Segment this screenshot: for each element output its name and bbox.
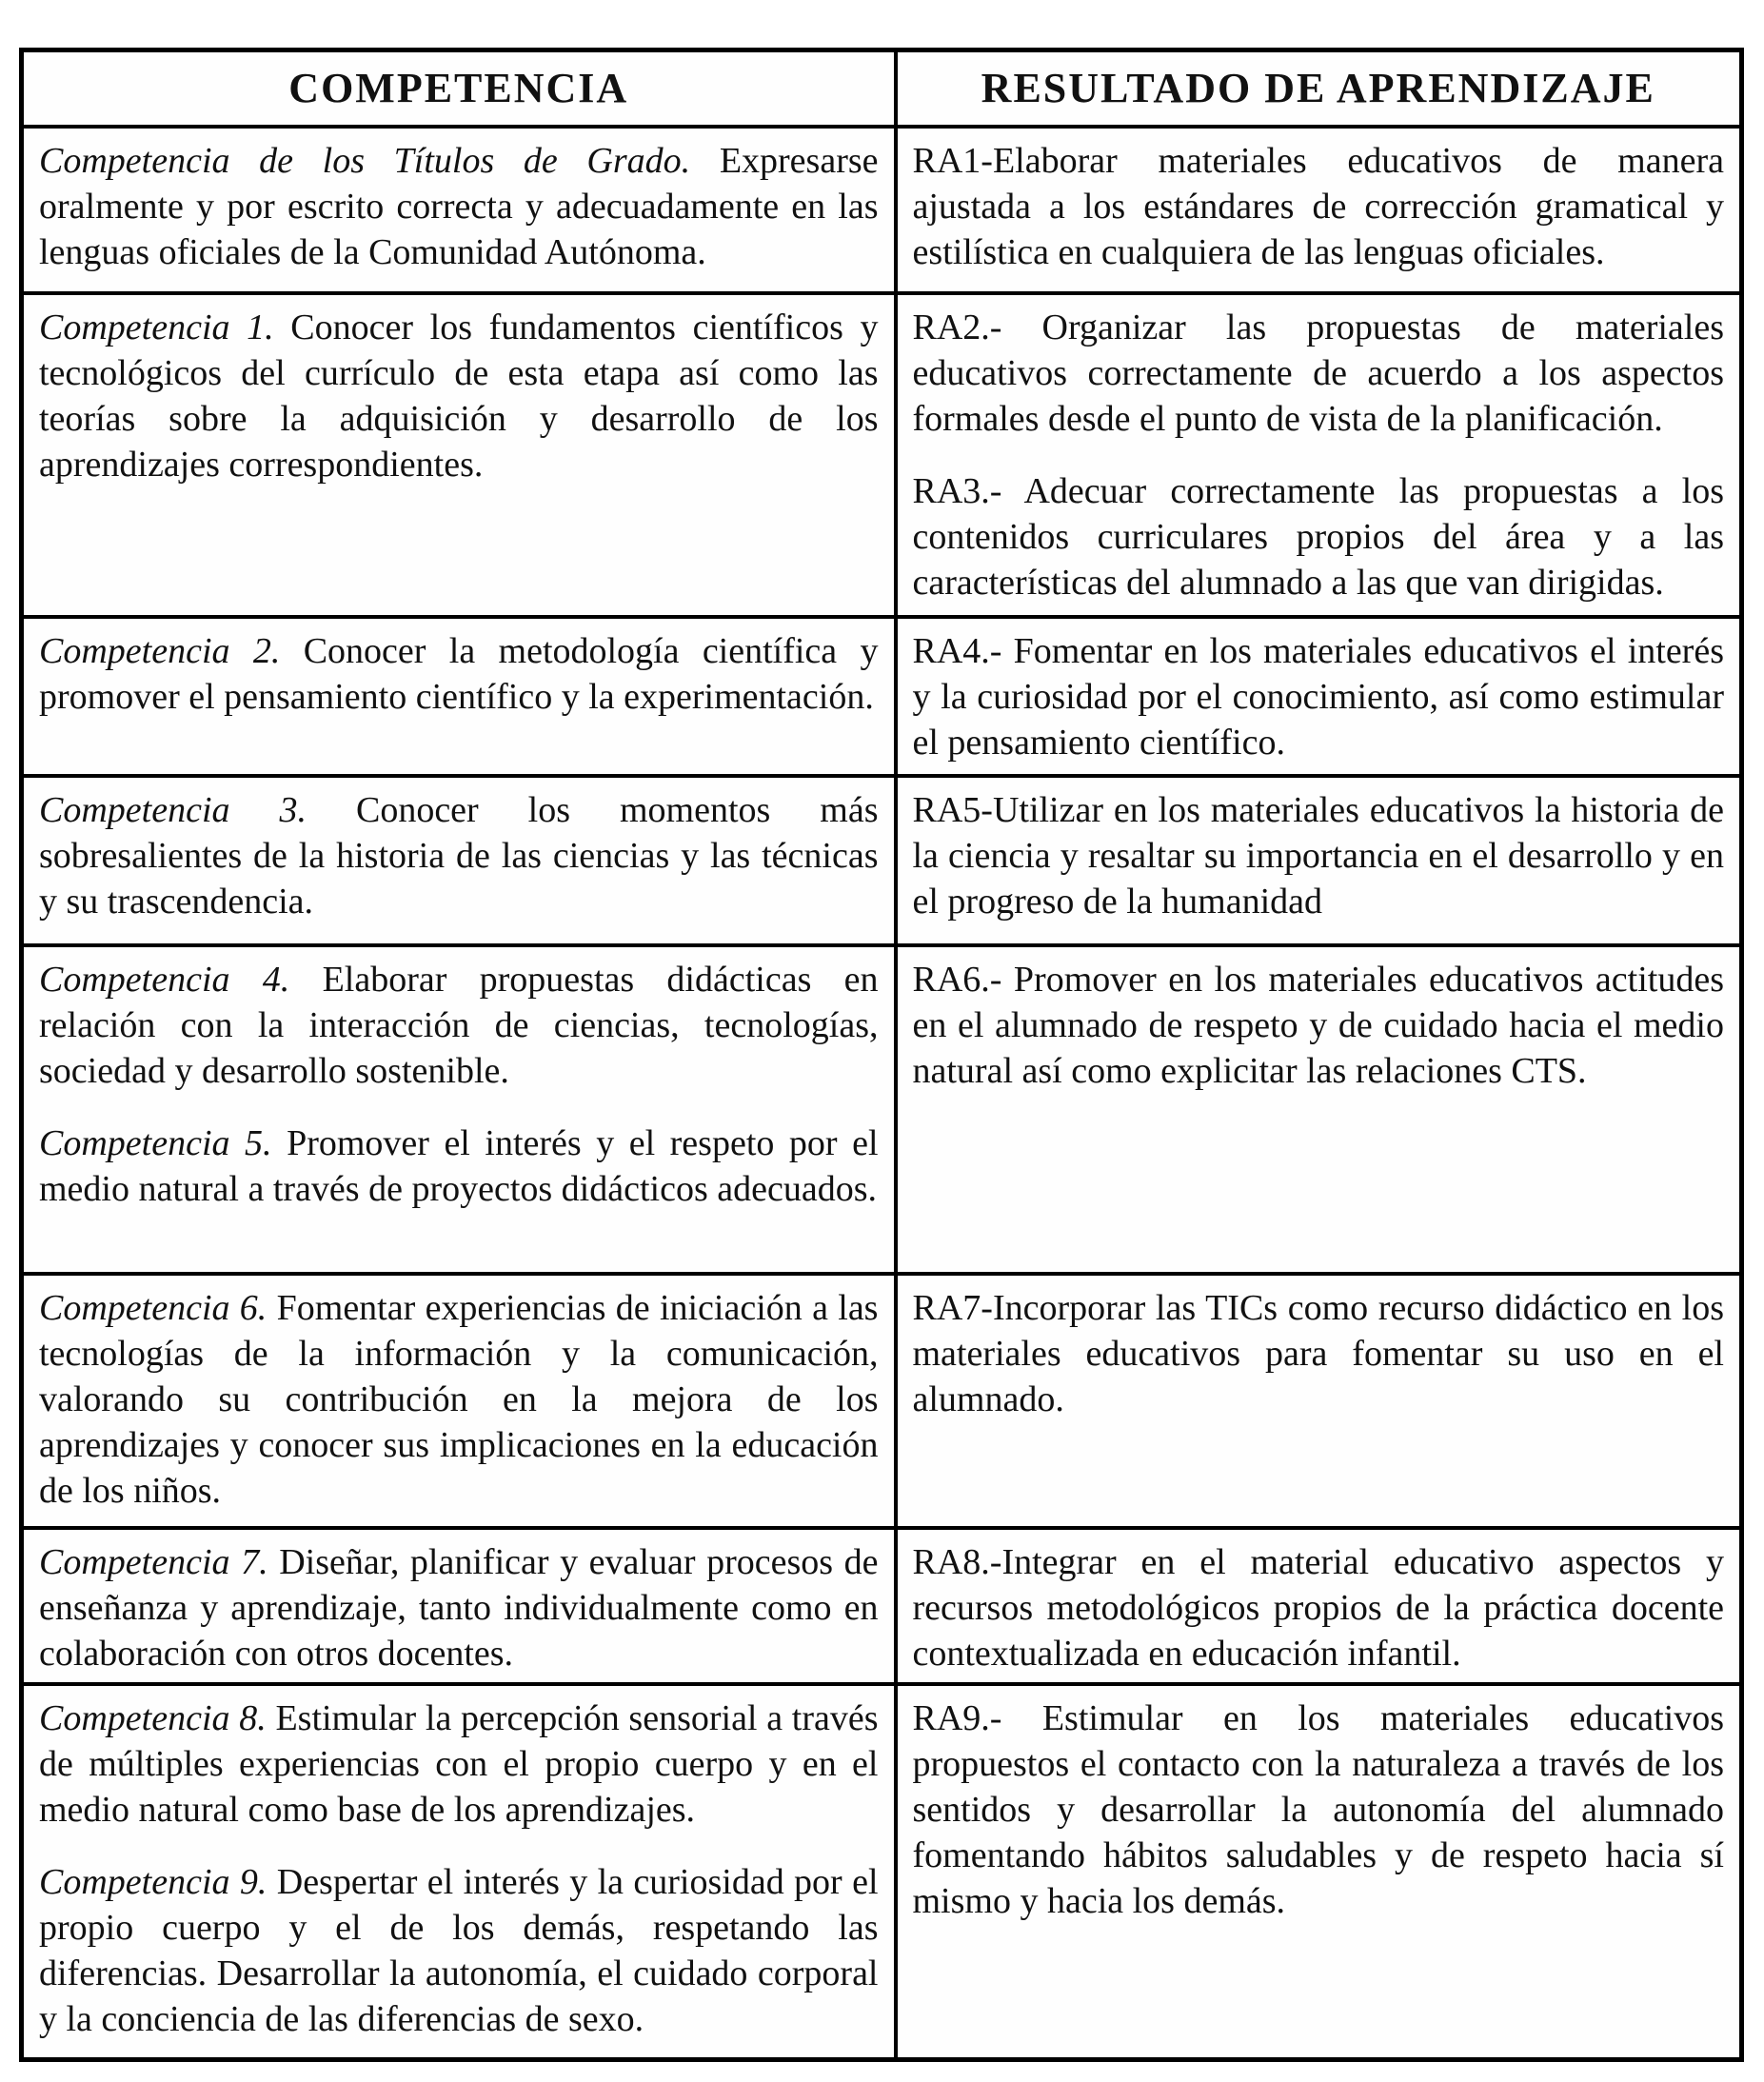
table-row — [22, 617, 1742, 776]
competencia-paragraph — [39, 1539, 879, 1676]
competencia-text: Conocer los momentos más sobresalientes de la historia de las ciencias y las técnicas y su trascendencia. — [39, 789, 879, 922]
competencia-text: Conocer los fundamentos científicos y tecnológicos del currículo de esta etapa así como las teorías sobre la adquisición y desarrollo de los aprendizajes correspondientes. — [39, 307, 879, 485]
resultado-text: RA5-Utilizar en los materiales educativos la historia de la ciencia y resaltar su importancia en el desarrollo y en el progreso de la humanidad — [912, 789, 1724, 922]
resultado-text: RA8.-Integrar en el material educativo aspectos y recursos metodológicos propios de la práctica docente contextualizada en educación infantil. — [912, 1541, 1724, 1674]
competencia-cell — [22, 945, 896, 1274]
table-row — [22, 1274, 1742, 1528]
competencia-text: Despertar el interés y la curiosidad por el propio cuerpo y el de los demás, respetando las diferencias. Desarrollar la autonomía, el cuidado corporal y la conciencia de las diferencias de sexo. — [39, 1861, 879, 2039]
competencia-cell — [22, 1684, 896, 2060]
resultado-text: RA4.- Fomentar en los materiales educativos el interés y la curiosidad por el conocimiento, así como estimular el pensamiento científico. — [912, 630, 1724, 763]
competencia-cell — [22, 776, 896, 945]
competencia-label: Competencia 6. — [39, 1287, 268, 1328]
competencia-paragraph — [39, 628, 879, 720]
competencia-paragraph — [39, 787, 879, 924]
competencia-cell — [22, 617, 896, 776]
competencia-cell — [22, 1528, 896, 1684]
competencia-label: Competencia 1. — [39, 307, 274, 347]
resultado-text: RA1-Elaborar materiales educativos de manera ajustada a los estándares de corrección gramatical y estilística en cualquiera de las lenguas oficiales. — [912, 140, 1724, 272]
column-header-resultado: RESULTADO DE APRENDIZAJE — [896, 50, 1742, 127]
table-row — [22, 1528, 1742, 1684]
resultado-paragraph — [913, 957, 1725, 1094]
competencia-cell — [22, 1274, 896, 1528]
competencias-resultados-table — [19, 48, 1744, 2062]
resultado-paragraph — [913, 138, 1725, 275]
table-row — [22, 1684, 1742, 2060]
resultado-cell — [896, 1528, 1742, 1684]
resultado-text: RA2.- Organizar las propuestas de materiales educativos correctamente de acuerdo a los aspectos formales desde el punto de vista de la planificación. — [912, 307, 1724, 439]
resultado-paragraph — [913, 1695, 1725, 1924]
competencia-paragraph — [39, 138, 879, 275]
resultado-text: RA7-Incorporar las TICs como recurso didáctico en los materiales educativos para fomentar su uso en el alumnado. — [912, 1287, 1724, 1419]
competencia-text: Elaborar propuestas didácticas en relación con la interacción de ciencias, tecnologías, sociedad y desarrollo sostenible. — [39, 959, 879, 1091]
resultado-cell — [896, 945, 1742, 1274]
competencia-label: Competencia de los Títulos de Grado. — [39, 140, 691, 181]
table-row — [22, 127, 1742, 293]
competencia-text: Conocer la metodología científica y promover el pensamiento científico y la experimentación. — [39, 630, 879, 717]
competencia-text: Fomentar experiencias de iniciación a las tecnologías de la información y la comunicación, valorando su contribución en la mejora de los aprendizajes y conocer sus implicaciones en la educación de los niños. — [39, 1287, 879, 1511]
competencia-text: Diseñar, planificar y evaluar procesos de enseñanza y aprendizaje, tanto individualmente como en colaboración con otros docentes. — [39, 1541, 879, 1674]
competencia-paragraph — [39, 1859, 879, 2042]
resultado-paragraph — [913, 468, 1725, 605]
competencia-paragraph — [39, 1120, 879, 1212]
resultado-paragraph — [913, 628, 1725, 765]
competencia-paragraph — [39, 1695, 879, 1833]
table-header-row — [22, 50, 1742, 127]
resultado-cell — [896, 127, 1742, 293]
competencia-paragraph — [39, 1285, 879, 1514]
competencia-label: Competencia 9. — [39, 1861, 268, 1902]
competencia-text: Promover el interés y el respeto por el medio natural a través de proyectos didácticos adecuados. — [39, 1122, 879, 1209]
competencia-label: Competencia 5. — [39, 1122, 272, 1163]
resultado-cell — [896, 1684, 1742, 2060]
competencia-label: Competencia 7. — [39, 1541, 268, 1582]
resultado-text: RA3.- Adecuar correctamente las propuestas a los contenidos curriculares propios del área y a las características del alumnado a las que van dirigidas. — [912, 470, 1724, 603]
resultado-text: RA9.- Estimular en los materiales educativos propuestos el contacto con la naturaleza a través de los sentidos y desarrollar la autonomía del alumnado fomentando hábitos saludables y de respeto hacia sí mismo y hacia los demás. — [912, 1697, 1724, 1921]
competencia-cell — [22, 127, 896, 293]
table-row — [22, 945, 1742, 1274]
resultado-paragraph — [913, 305, 1725, 442]
table-row — [22, 293, 1742, 617]
resultado-cell — [896, 617, 1742, 776]
competencia-label: Competencia 8. — [39, 1697, 267, 1738]
table-row — [22, 776, 1742, 945]
column-header-competencia: COMPETENCIA — [22, 50, 896, 127]
competencia-label: Competencia 3. — [39, 789, 307, 830]
competencia-text: Expresarse oralmente y por escrito correcta y adecuadamente en las lenguas oficiales de la Comunidad Autónoma. — [39, 140, 879, 272]
competencia-cell — [22, 293, 896, 617]
competencia-label: Competencia 4. — [39, 959, 290, 1000]
resultado-paragraph — [913, 1285, 1725, 1422]
resultado-paragraph — [913, 1539, 1725, 1676]
resultado-cell — [896, 1274, 1742, 1528]
competencia-paragraph — [39, 305, 879, 487]
resultado-cell — [896, 776, 1742, 945]
resultado-text: RA6.- Promover en los materiales educativos actitudes en el alumnado de respeto y de cuidado hacia el medio natural así como explicitar las relaciones CTS. — [912, 959, 1724, 1091]
resultado-paragraph — [913, 787, 1725, 924]
competencia-paragraph — [39, 957, 879, 1094]
competencia-text: Estimular la percepción sensorial a través de múltiples experiencias con el propio cuerpo y en el medio natural como base de los aprendizajes. — [39, 1697, 879, 1830]
resultado-cell — [896, 293, 1742, 617]
competencia-label: Competencia 2. — [39, 630, 281, 671]
